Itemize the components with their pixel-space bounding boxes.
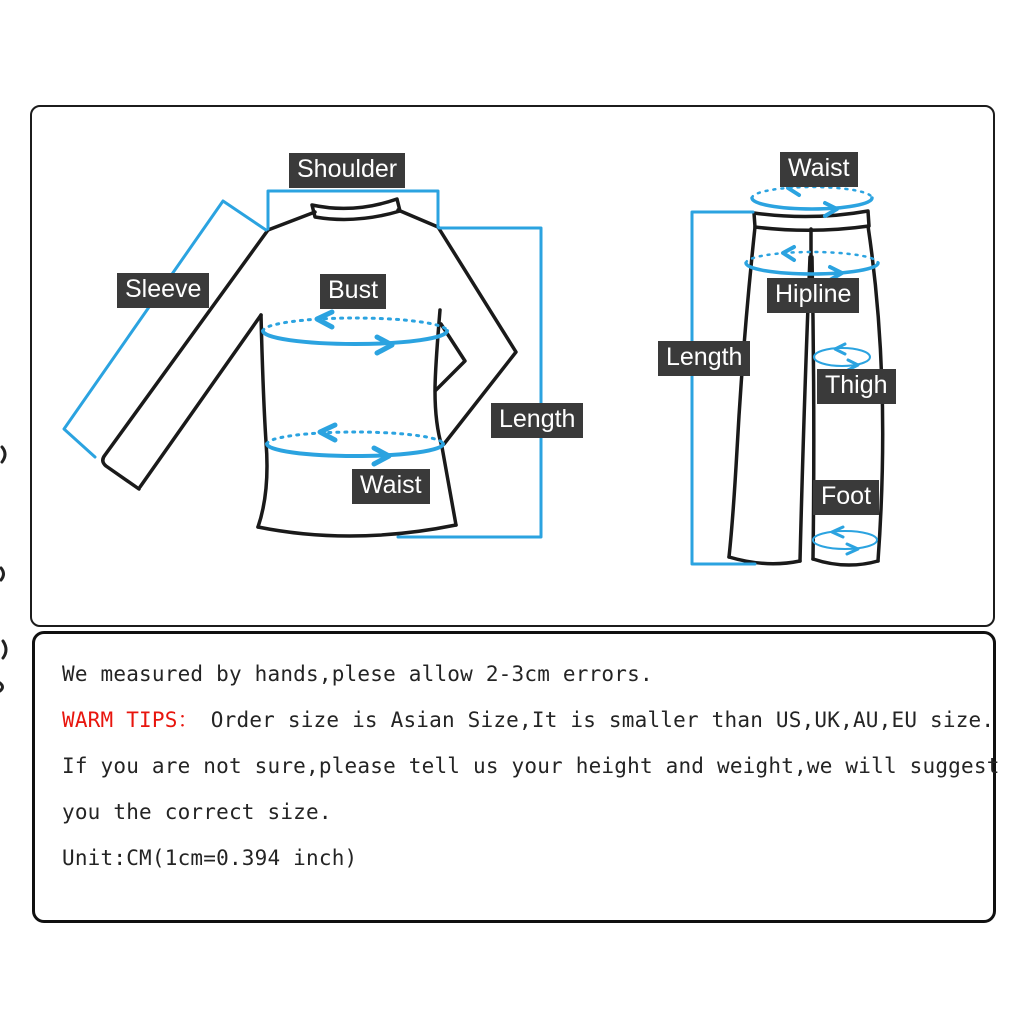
label-shirt-shoulder: Shoulder — [289, 153, 405, 188]
edge-artifact — [0, 683, 3, 691]
note-line-4: you the correct size. — [62, 800, 332, 824]
edge-artifact — [3, 641, 6, 658]
note-line-5: Unit:CM(1cm=0.394 inch) — [62, 846, 358, 870]
pants-waist-ellipse-top — [752, 187, 872, 198]
label-pants-thigh: Thigh — [817, 369, 896, 404]
label-pants-foot: Foot — [813, 480, 879, 515]
pants-waist-ellipse-bottom — [752, 198, 872, 209]
bust-ellipse-top — [263, 318, 447, 331]
label-shirt-waist: Waist — [352, 469, 430, 504]
shirt-left-sleeve-outer — [103, 230, 268, 489]
warm-tips-label: WARM TIPS： — [62, 708, 199, 732]
warm-tips-text: Order size is Asian Size,It is smaller than US,UK,AU,EU size. — [210, 708, 995, 732]
thigh-ellipse — [814, 348, 870, 366]
edge-artifacts — [0, 447, 6, 691]
label-pants-waist: Waist — [780, 152, 858, 187]
shirt-left-shoulder-seam — [268, 212, 315, 230]
shirt-body-left — [258, 315, 267, 527]
shirt-collar — [312, 199, 400, 219]
pants-left-outer-seam — [729, 227, 755, 557]
foot-ellipse — [813, 531, 877, 549]
label-shirt-length: Length — [491, 403, 583, 438]
shirt-waist-ellipse-bottom — [267, 444, 443, 456]
notes-text — [35, 634, 1000, 920]
shirt-drawing — [103, 199, 516, 536]
label-shirt-sleeve: Sleeve — [117, 273, 209, 308]
sleeve-bracket — [64, 201, 266, 457]
shirt-right-shoulder-seam — [398, 210, 438, 227]
note-line-3: If you are not sure,please tell us your height and weight,we will suggest — [62, 754, 1000, 778]
label-pants-hipline: Hipline — [767, 278, 859, 313]
note-line-2 — [62, 697, 995, 743]
notes-panel — [32, 631, 1000, 923]
note-line-1: We measured by hands,plese allow 2-3cm errors. — [62, 662, 653, 686]
pants-right-hem — [813, 559, 878, 565]
edge-artifact — [2, 447, 5, 462]
label-shirt-bust: Bust — [320, 274, 386, 309]
label-pants-length: Length — [658, 341, 750, 376]
shirt-left-sleeve-inner — [140, 315, 261, 487]
shirt-waist-ellipse-top — [267, 432, 443, 444]
edge-artifact — [1, 568, 4, 580]
shirt-hem — [258, 525, 456, 536]
bust-ellipse-bottom — [263, 331, 447, 344]
